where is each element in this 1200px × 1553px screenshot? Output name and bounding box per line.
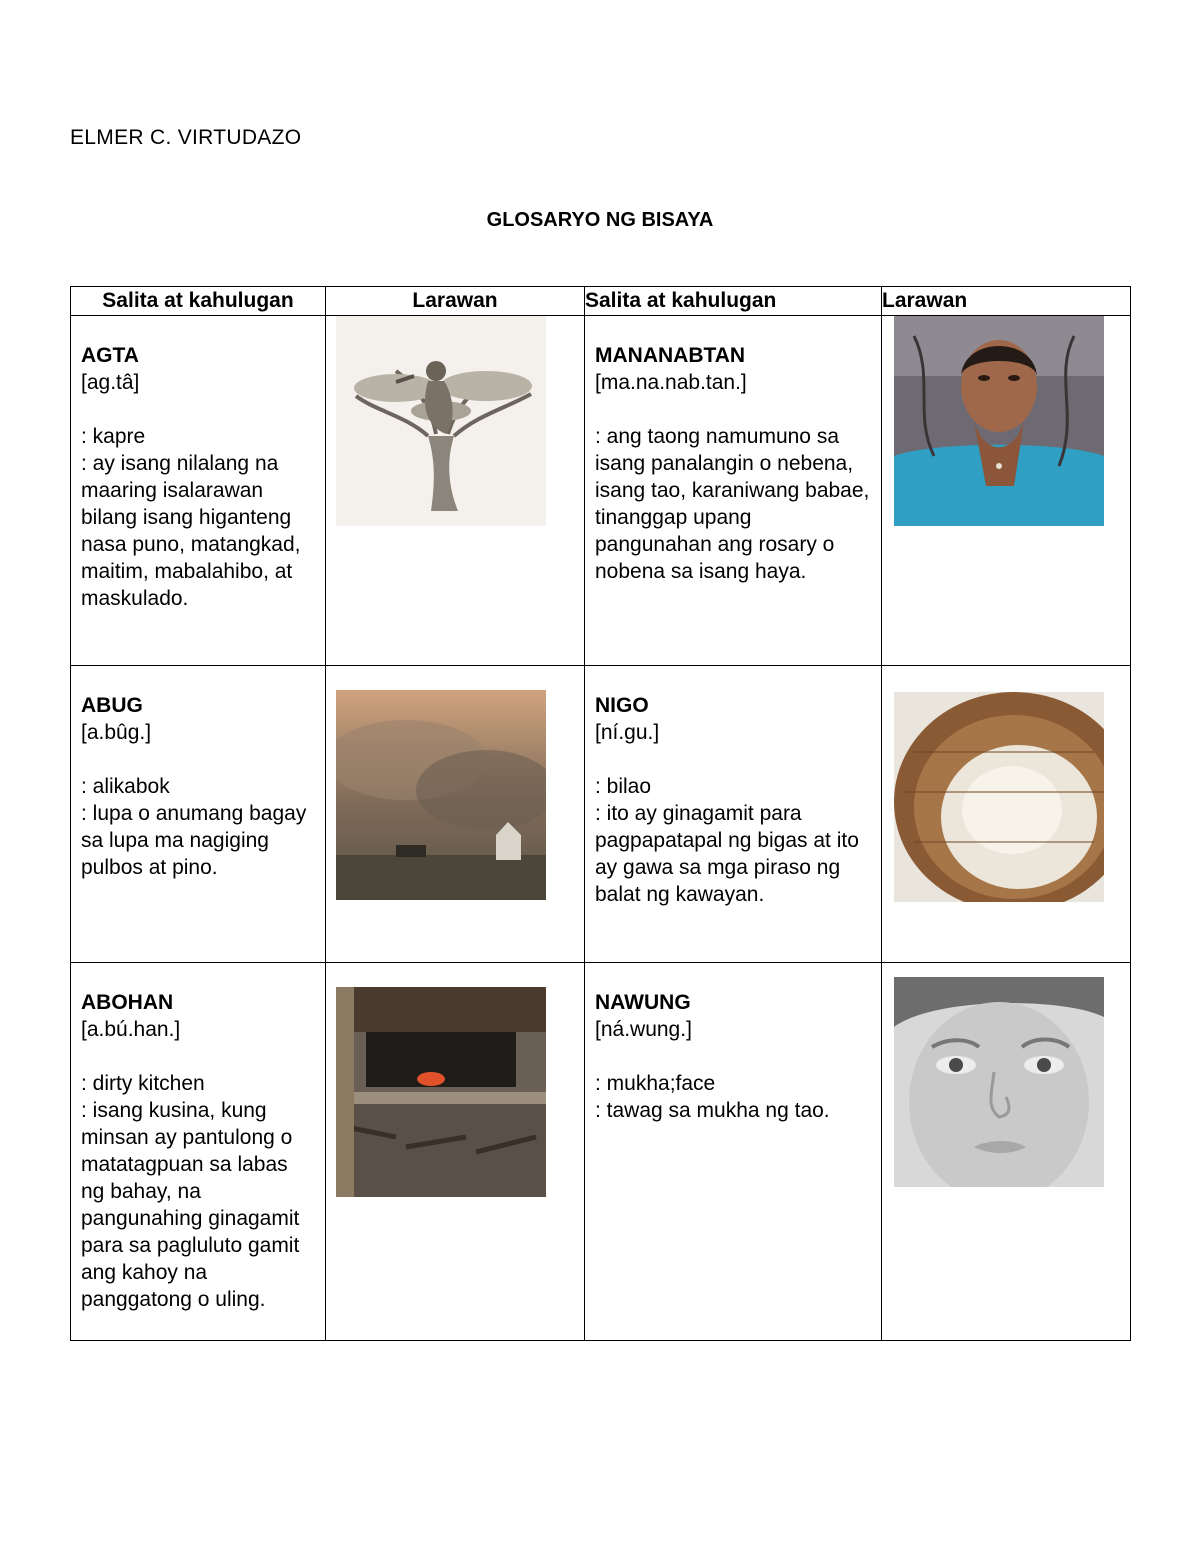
glossary-table	[70, 286, 1131, 1341]
entry-cell	[585, 666, 882, 963]
picture-cell	[326, 963, 585, 1341]
entry-word: NIGO	[595, 694, 649, 717]
header-word-meaning: Salita at kahulugan	[71, 287, 326, 316]
author-name: ELMER C. VIRTUDAZO	[70, 126, 302, 149]
rice-basket-image	[894, 692, 1104, 902]
entry-pronunciation: [ma.na.nab.tan.]	[595, 371, 747, 394]
entry-word: ABOHAN	[81, 991, 174, 1014]
entry-cell	[71, 666, 326, 963]
entry-definition: : tawag sa mukha ng tao.	[595, 1099, 830, 1122]
header-picture: Larawan	[326, 287, 585, 316]
face-portrait-image	[894, 977, 1104, 1187]
header-picture: Larawan	[882, 287, 1131, 316]
entry-definition: : mukha;face	[595, 1072, 716, 1095]
entry-definition: : ay isang nilalang na maaring isalarawan bilang isang higanteng nasa puno, matangkad, maitim, mabalahibo, at maskulado.	[81, 452, 301, 610]
entry-definition: : kapre	[81, 425, 146, 448]
entry-definition: : lupa o anumang bagay sa lupa ma nagiging pulbos at pino.	[81, 802, 307, 879]
entry-pronunciation: [ná.wung.]	[595, 1018, 692, 1041]
entry-cell	[585, 316, 882, 666]
table-row	[71, 666, 1131, 963]
table-row	[71, 963, 1131, 1341]
woman-praying-image	[894, 316, 1104, 526]
entry-word: NAWUNG	[595, 991, 691, 1014]
dust-storm-image	[336, 690, 546, 900]
picture-cell	[882, 666, 1131, 963]
entry-pronunciation: [ag.tâ]	[81, 371, 140, 394]
entry-cell	[71, 316, 326, 666]
picture-cell	[326, 666, 585, 963]
page-title: GLOSARYO NG BISAYA	[486, 209, 714, 231]
entry-cell	[71, 963, 326, 1341]
picture-cell	[326, 316, 585, 666]
entry-definition: : ang taong namumuno sa isang panalangin o nebena, isang tao, karaniwang babae, tinanggap upang pangunahan ang rosary o nobena sa isang haya.	[595, 425, 870, 583]
entry-pronunciation: [a.bûg.]	[81, 721, 152, 744]
picture-cell	[882, 963, 1131, 1341]
entry-definition: : bilao	[595, 775, 652, 798]
giant-in-tree-image	[336, 316, 546, 526]
picture-cell	[882, 316, 1131, 666]
entry-pronunciation: [ní.gu.]	[595, 721, 660, 744]
entry-definition: : alikabok	[81, 775, 170, 798]
entry-pronunciation: [a.bú.han.]	[81, 1018, 181, 1041]
entry-word: ABUG	[81, 694, 143, 717]
entry-word: AGTA	[81, 344, 139, 367]
dirty-kitchen-image	[336, 987, 546, 1197]
entry-cell	[585, 963, 882, 1341]
header-word-meaning: Salita at kahulugan	[585, 287, 882, 316]
table-row	[71, 316, 1131, 666]
entry-word: MANANABTAN	[595, 344, 746, 367]
table-header-row	[71, 287, 1131, 316]
entry-definition: : dirty kitchen	[81, 1072, 205, 1095]
entry-definition: : ito ay ginagamit para pagpapatapal ng bigas at ito ay gawa sa mga piraso ng balat ng kawayan.	[595, 802, 859, 906]
entry-definition: : isang kusina, kung minsan ay pantulong o matatagpuan sa labas ng bahay, na pangunahing ginagamit para sa pagluluto gamit ang kahoy na panggatong o uling.	[81, 1099, 300, 1311]
